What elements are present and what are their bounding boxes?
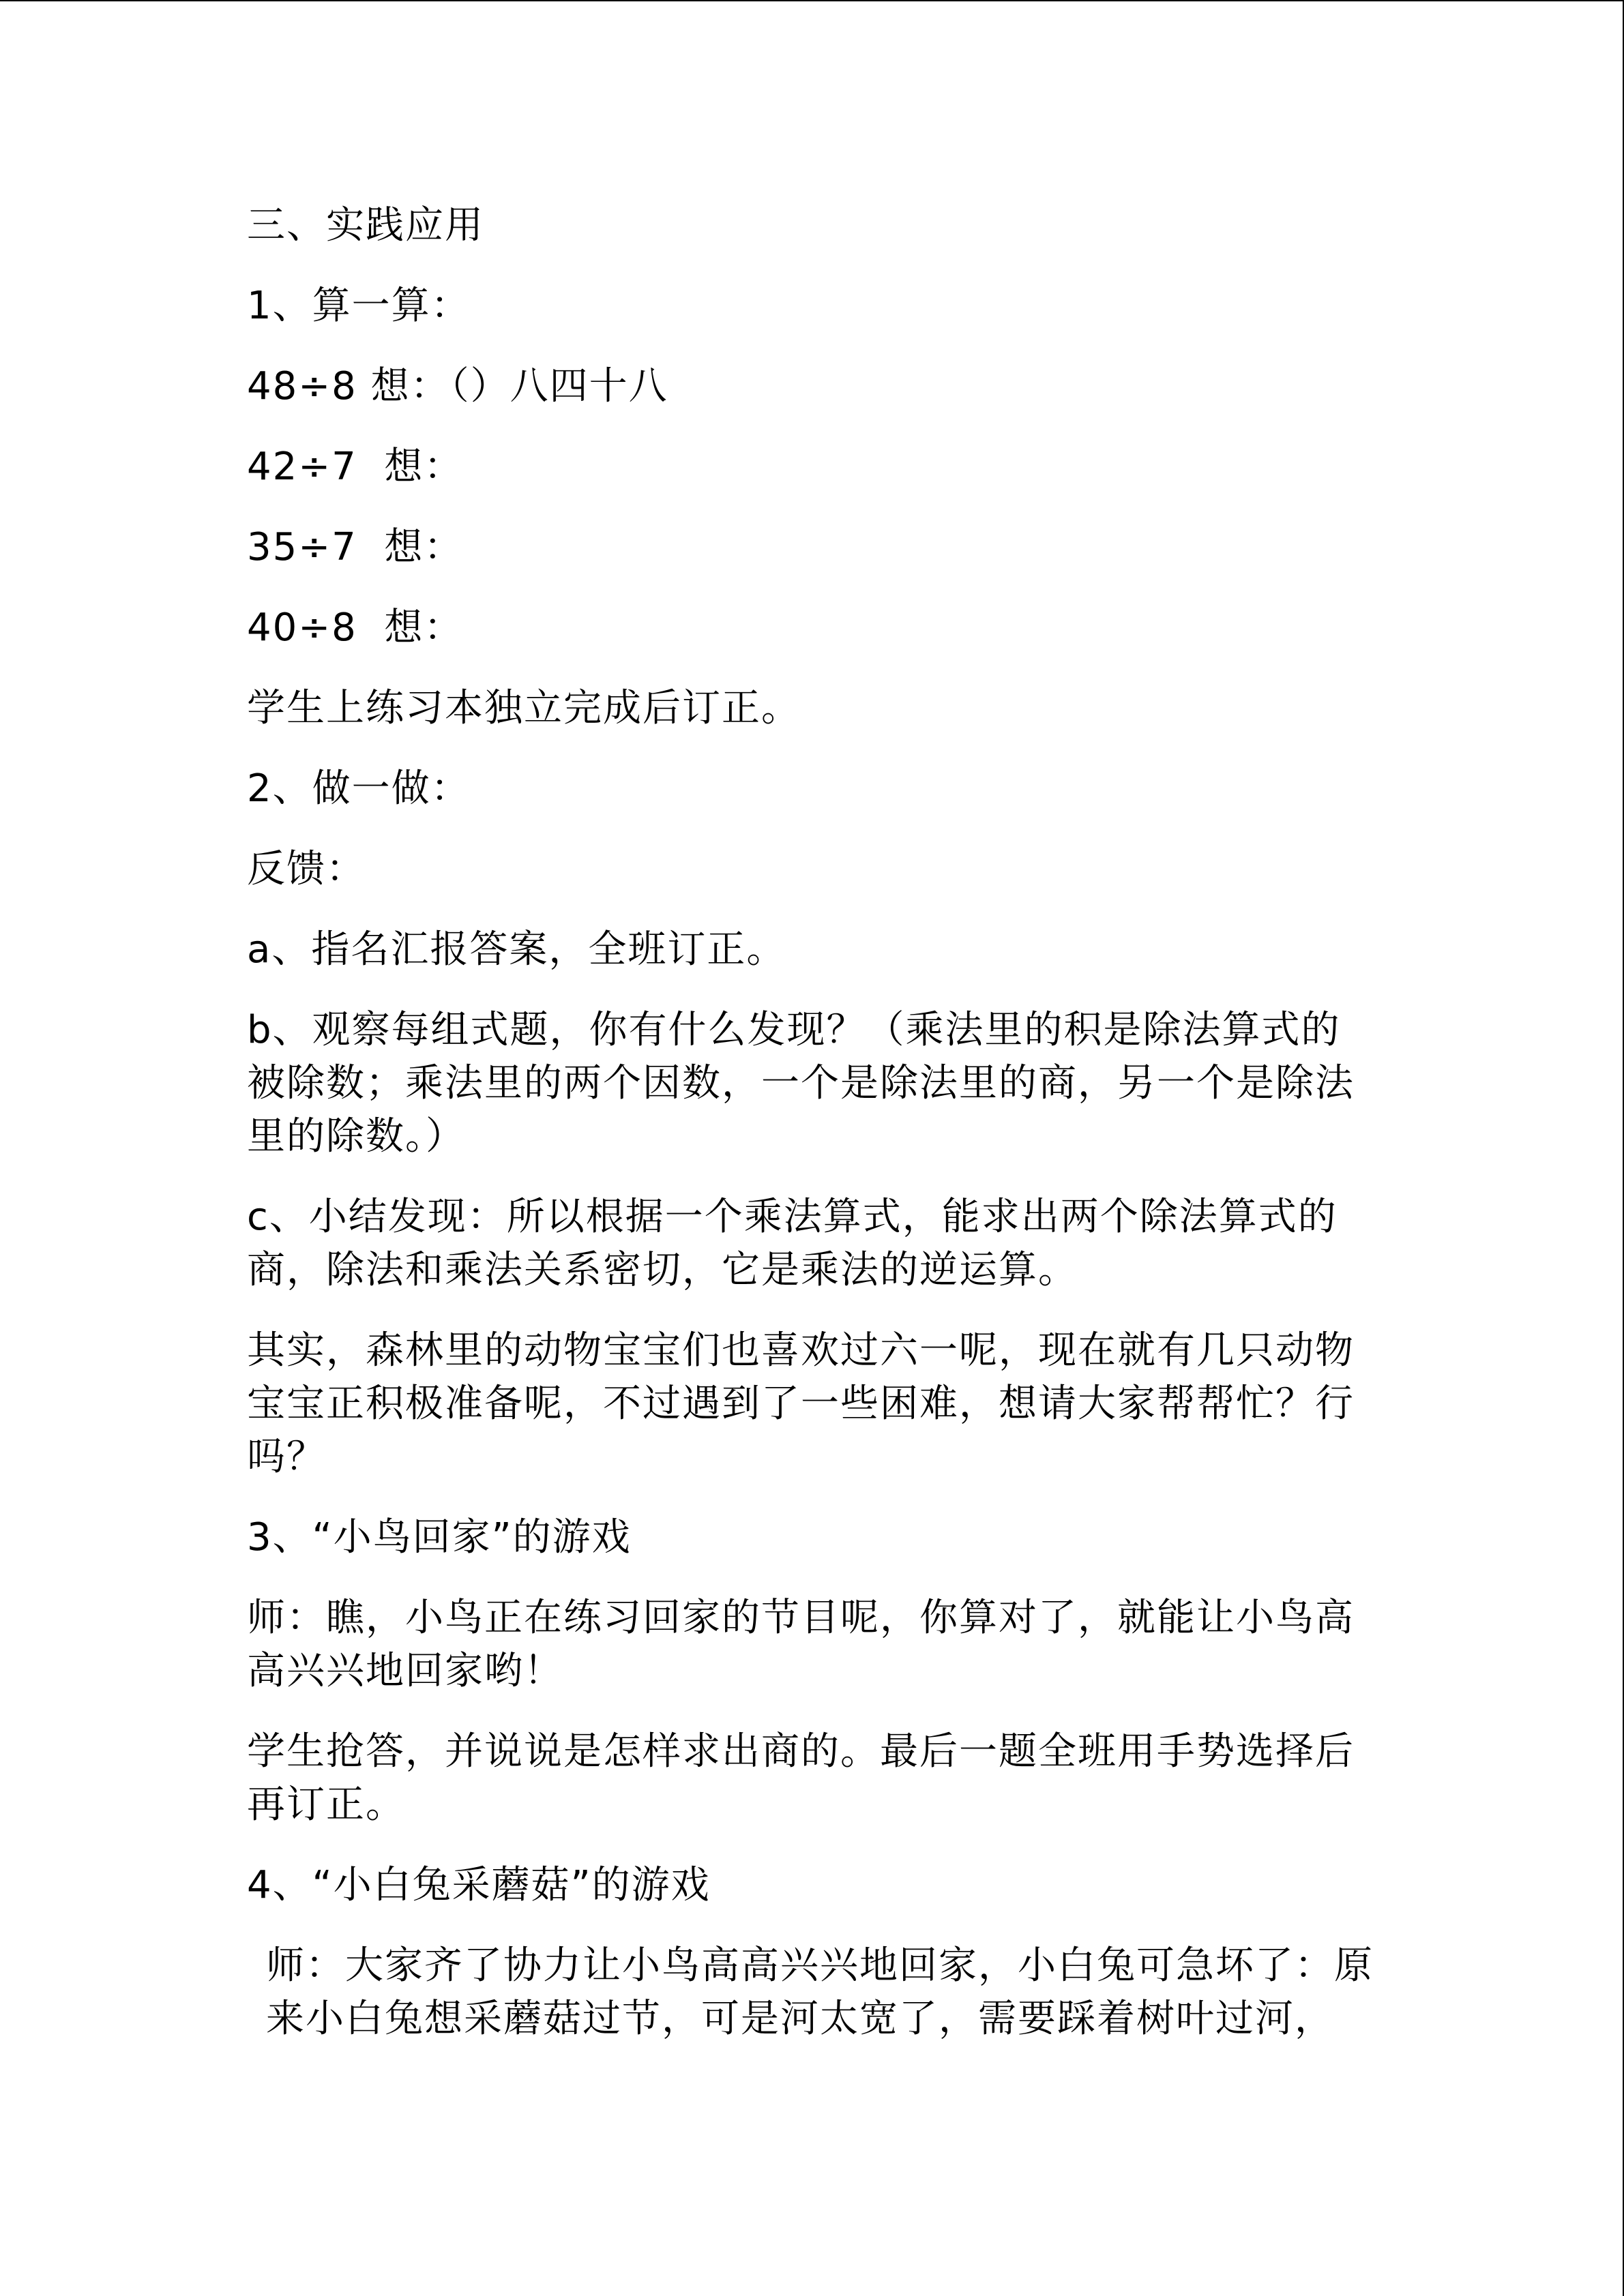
equation-35-7: 35÷7 想： [247,525,464,569]
exercise-1-heading: 1、算一算： [247,284,471,328]
section-heading: 三、实践应用 [247,203,484,248]
game-4-heading: 4、“小白兔采蘑菇”的游戏 [247,1863,711,1907]
exercise-2-heading: 2、做一做： [247,766,471,811]
teacher-paragraph-rabbit: 师：大家齐了协力让小鸟高高兴兴地回家，小白兔可急坏了：原来小白兔想采蘑菇过节，可是河太宽了，需要踩着树叶过河， [266,1943,1374,2041]
feedback-item-b: b、观察每组式题，你有什么发现？（乘法里的积是除法算式的被除数；乘法里的两个因数，一个是除法里的商，另一个是除法里的除数。） [247,1008,1355,1159]
teacher-paragraph-bird: 师：瞧，小鸟正在练习回家的节目呢，你算对了，就能让小鸟高高兴兴地回家哟！ [247,1596,1355,1693]
feedback-label: 反馈： [247,847,366,891]
equation-42-7: 42÷7 想： [247,445,464,489]
story-paragraph: 其实，森林里的动物宝宝们也喜欢过六一呢，现在就有几只动物宝宝正积极准备呢，不过遇到了一些困难，想请大家帮帮忙？行吗？ [247,1328,1355,1479]
feedback-item-a: a、指名汇报答案，全班订正。 [247,927,786,972]
equation-48-8: 48÷8 想：（）八四十八 [247,364,668,408]
equation-40-8: 40÷8 想： [247,606,464,650]
instruction-paragraph: 学生上练习本独立完成后订正。 [247,686,801,730]
student-paragraph: 学生抢答，并说说是怎样求出商的。最后一题全班用手势选择后再订正。 [247,1729,1355,1827]
feedback-item-c: c、小结发现：所以根据一个乘法算式，能求出两个除法算式的商，除法和乘法关系密切，它是乘法的逆运算。 [247,1195,1338,1292]
game-3-heading: 3、“小鸟回家”的游戏 [247,1515,632,1560]
document-body [247,199,1379,2073]
